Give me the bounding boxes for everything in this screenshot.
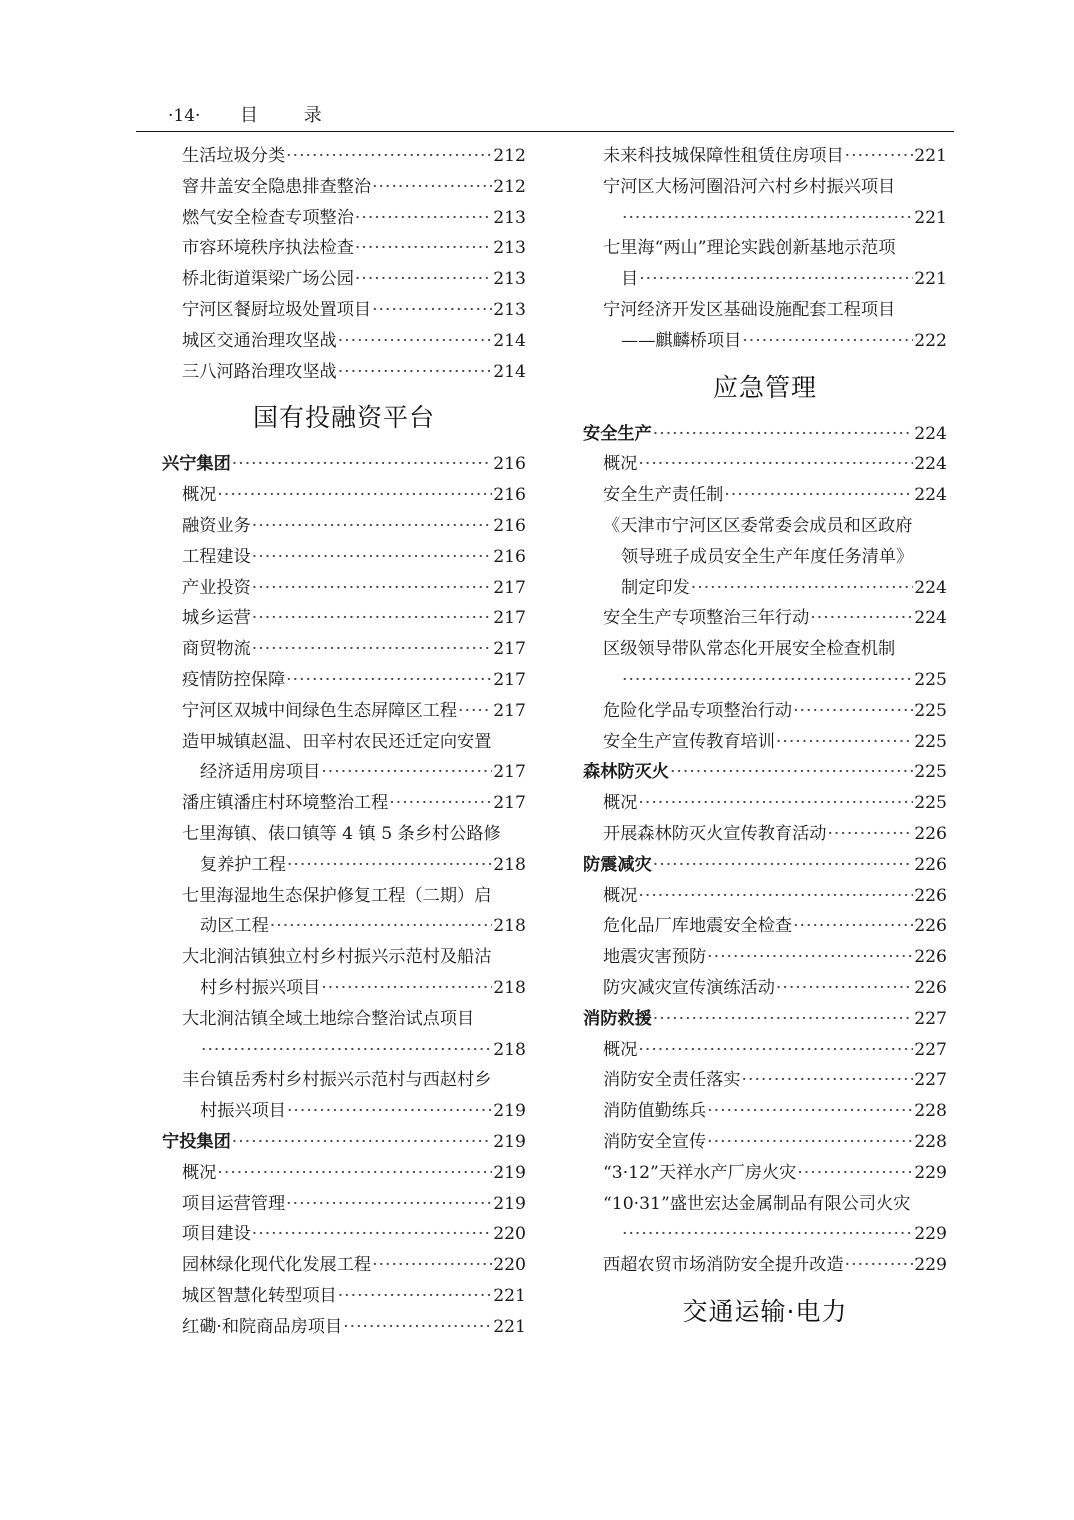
dot-leader xyxy=(810,603,913,634)
toc-page-number: 218 xyxy=(493,854,526,875)
toc-entry-line: 七里海湿地生态保护修复工程（二期）启 xyxy=(182,885,492,906)
toc-entry-title: 兴宁集团 xyxy=(162,454,231,475)
toc-page-number: 224 xyxy=(914,608,947,629)
toc-entry[interactable] xyxy=(162,1189,526,1220)
dot-leader xyxy=(638,1035,913,1066)
toc-page-number: 229 xyxy=(914,1162,947,1183)
toc-entry-title: 市容环境秩序执法检查 xyxy=(182,238,354,259)
toc-entry[interactable] xyxy=(583,788,947,819)
toc-entry[interactable] xyxy=(583,942,947,973)
toc-entry-title: 目 xyxy=(621,269,639,290)
dot-leader xyxy=(252,542,492,573)
toc-entry-title: 消防安全责任落实 xyxy=(603,1070,741,1091)
toc-page-number: 219 xyxy=(493,1131,526,1152)
toc-entry-title: 概况 xyxy=(603,793,638,814)
toc-entry[interactable] xyxy=(162,511,526,542)
toc-entry-title: 西超农贸市场消防安全提升改造 xyxy=(603,1255,844,1276)
toc-entry[interactable] xyxy=(583,881,947,912)
toc-entry[interactable] xyxy=(583,911,947,942)
toc-entry-line: 大北涧沽镇全域土地综合整治试点项目 xyxy=(182,1008,475,1029)
toc-entry-title: 概况 xyxy=(182,485,217,506)
dot-leader xyxy=(827,819,913,850)
toc-entry[interactable] xyxy=(162,1281,526,1312)
dot-leader xyxy=(338,357,492,388)
toc-entry[interactable] xyxy=(162,973,526,1004)
toc-entry-title: 宁河区餐厨垃圾处置项目 xyxy=(182,299,372,320)
toc-page-number: 226 xyxy=(914,916,947,937)
toc-entry[interactable] xyxy=(162,172,526,203)
dot-leader xyxy=(286,141,492,172)
toc-page-number: 226 xyxy=(914,977,947,998)
toc-page-number: 226 xyxy=(914,947,947,968)
dot-leader xyxy=(653,850,913,881)
dot-leader xyxy=(797,1158,913,1189)
dot-leader xyxy=(845,141,914,172)
toc-page-number: 227 xyxy=(914,1039,947,1060)
dot-leader xyxy=(232,449,492,480)
toc-entry-line: 领导班子成员安全生产年度任务清单》 xyxy=(621,546,914,567)
toc-entry-title: 工程建设 xyxy=(182,546,251,567)
toc-entry[interactable] xyxy=(162,634,526,665)
toc-entry[interactable] xyxy=(162,1096,526,1127)
toc-entry[interactable] xyxy=(162,1219,526,1250)
header-title: 目 录 xyxy=(240,105,342,126)
dot-leader xyxy=(691,573,913,604)
toc-entry-title: 商贸物流 xyxy=(182,639,251,660)
toc-entry[interactable] xyxy=(583,973,947,1004)
toc-entry[interactable] xyxy=(162,357,526,388)
dot-leader xyxy=(372,295,492,326)
dot-leader xyxy=(232,1127,492,1158)
toc-entry-line: 丰台镇岳秀村乡村振兴示范村与西赵村乡 xyxy=(182,1070,492,1091)
toc-entry[interactable] xyxy=(583,449,947,480)
toc-entry-line: 宁河经济开发区基础设施配套工程项目 xyxy=(603,299,896,320)
toc-page-number: 216 xyxy=(493,485,526,506)
toc-entry-title: 桥北街道渠梁广场公园 xyxy=(182,269,354,290)
toc-entry-title: 安全生产宣传教育培训 xyxy=(603,731,775,752)
toc-page-number: 221 xyxy=(914,146,947,166)
dot-leader xyxy=(372,172,492,203)
toc-page-number: 218 xyxy=(493,916,526,937)
dot-leader xyxy=(742,1065,914,1096)
toc-entry-title: 红磡·和院商品房项目 xyxy=(182,1316,343,1337)
toc-entry-title: 产业投资 xyxy=(182,577,251,598)
toc-entry-title: 燃气安全检查专项整治 xyxy=(182,207,354,228)
dot-leader xyxy=(389,788,492,819)
toc-entry-title: 危险化学品专项整治行动 xyxy=(603,700,793,721)
toc-page-number: 213 xyxy=(493,207,526,228)
toc-page-number: 217 xyxy=(493,762,526,783)
toc-entry-title: 复养护工程 xyxy=(200,854,286,875)
toc-page-number: 217 xyxy=(493,577,526,598)
dot-leader xyxy=(638,788,913,819)
toc-entry[interactable] xyxy=(583,819,947,850)
toc-entry-line: 区级领导带队常态化开展安全检查机制 xyxy=(603,639,896,660)
dot-leader xyxy=(338,1281,492,1312)
dot-leader xyxy=(653,419,913,450)
dot-leader xyxy=(776,727,913,758)
toc-entry[interactable] xyxy=(162,911,526,942)
dot-leader xyxy=(287,850,492,881)
toc-entry[interactable] xyxy=(162,850,526,881)
toc-entry-title: 动区工程 xyxy=(200,916,269,937)
toc-entry-title: 消防值勤练兵 xyxy=(603,1101,707,1122)
toc-entry-title: “3·12”天祥水产厂房火灾 xyxy=(603,1162,797,1183)
toc-entry[interactable] xyxy=(583,264,947,295)
toc-page-number: 217 xyxy=(493,793,526,814)
dot-leader xyxy=(252,603,492,634)
toc-page-number: 227 xyxy=(914,1008,947,1029)
toc-entry[interactable] xyxy=(583,603,947,634)
toc-page-number: 213 xyxy=(493,269,526,290)
toc-entry[interactable] xyxy=(162,1158,526,1189)
dot-leader xyxy=(707,942,913,973)
toc-entry-title: 疫情防控保障 xyxy=(182,669,286,690)
dot-leader xyxy=(321,757,492,788)
toc-entry-title: 窨井盖安全隐患排查整治 xyxy=(182,176,372,197)
toc-entry[interactable] xyxy=(583,480,947,511)
toc-page-number: 213 xyxy=(493,238,526,259)
toc-page-number: 216 xyxy=(493,546,526,567)
dot-leader xyxy=(793,696,913,727)
toc-page-number: 217 xyxy=(493,608,526,629)
toc-category[interactable] xyxy=(583,1004,947,1035)
page-number: ·14· xyxy=(168,106,201,126)
toc-category[interactable] xyxy=(162,449,526,480)
toc-entry[interactable] xyxy=(162,203,526,234)
toc-page-number: 226 xyxy=(914,823,947,844)
toc-page-number: 224 xyxy=(914,577,947,598)
toc-category[interactable] xyxy=(583,757,947,788)
toc-page-number: 219 xyxy=(493,1101,526,1122)
toc-page-number: 214 xyxy=(493,361,526,382)
dot-leader xyxy=(845,1250,914,1281)
dot-leader xyxy=(638,449,913,480)
toc-page-number: 222 xyxy=(914,330,947,351)
toc-entry-title: 融资业务 xyxy=(182,515,251,536)
toc-page-number: 216 xyxy=(493,515,526,536)
dot-leader xyxy=(217,1158,492,1189)
toc-page-number: 217 xyxy=(493,639,526,660)
toc-entry-line: “10·31”盛世宏达金属制品有限公司火灾 xyxy=(603,1193,911,1214)
toc-entry-title: 开展森林防灭火宣传教育活动 xyxy=(603,823,827,844)
dot-leader xyxy=(639,264,913,295)
toc-entry-title: 消防救援 xyxy=(583,1008,652,1029)
toc-page-number: 228 xyxy=(914,1131,947,1152)
toc-entry-title: 概况 xyxy=(603,885,638,906)
toc-entry-title: 安全生产责任制 xyxy=(603,485,724,506)
toc-entry-title: 城区交通治理攻坚战 xyxy=(182,330,337,351)
toc-page-number: 214 xyxy=(493,330,526,351)
toc-page-number: 224 xyxy=(914,423,947,444)
left-column xyxy=(162,141,526,1342)
toc-entry-title: 危化品厂库地震安全检查 xyxy=(603,916,793,937)
toc-page-number: 216 xyxy=(493,454,526,475)
dot-leader xyxy=(622,665,913,696)
dot-leader xyxy=(286,665,492,696)
dot-leader xyxy=(252,634,492,665)
dot-leader xyxy=(458,696,492,727)
toc-entry-title: 制定印发 xyxy=(621,577,690,598)
dot-leader xyxy=(338,326,492,357)
toc-entry-line: 大北涧沽镇独立村乡村振兴示范村及船沽 xyxy=(182,947,492,968)
toc-entry-title: 村乡村振兴项目 xyxy=(200,977,321,998)
section-heading: 交通运输·电力 xyxy=(682,1296,848,1326)
toc-entry[interactable] xyxy=(583,203,947,234)
toc-entry[interactable] xyxy=(162,696,526,727)
toc-page-number: 228 xyxy=(914,1101,947,1122)
toc-page-number: 220 xyxy=(493,1224,526,1245)
toc-entry-line: 七里海镇、俵口镇等 4 镇 5 条乡村公路修 xyxy=(182,823,501,844)
dot-leader xyxy=(776,973,913,1004)
toc-page-number: 219 xyxy=(493,1193,526,1214)
toc-page-number: 221 xyxy=(914,207,947,228)
toc-entry-title: ——麒麟桥项目 xyxy=(621,330,742,351)
toc-entry[interactable] xyxy=(583,1219,947,1250)
toc-entry-line: 宁河区大杨河圈沿河六村乡村振兴项目 xyxy=(603,176,896,197)
toc-entry-title: 防震减灾 xyxy=(583,854,652,875)
toc-entry[interactable] xyxy=(583,1065,947,1096)
toc-entry[interactable] xyxy=(162,542,526,573)
dot-leader xyxy=(355,233,492,264)
toc-page-number: 221 xyxy=(914,269,947,290)
dot-leader xyxy=(670,757,913,788)
toc-entry[interactable] xyxy=(583,141,947,172)
toc-entry-title: 潘庄镇潘庄村环境整治工程 xyxy=(182,793,389,814)
toc-entry[interactable] xyxy=(162,1250,526,1281)
toc-entry[interactable] xyxy=(583,326,947,357)
toc-entry-title: 概况 xyxy=(182,1162,217,1183)
dot-leader xyxy=(638,881,913,912)
toc-category[interactable] xyxy=(162,1127,526,1158)
toc-entry-title: 地震灾害预防 xyxy=(603,947,707,968)
toc-page-number: 212 xyxy=(493,146,526,166)
toc-page-number: 225 xyxy=(914,793,947,814)
toc-entry-title: 项目运营管理 xyxy=(182,1193,286,1214)
toc-page-number: 217 xyxy=(493,669,526,690)
toc-entry[interactable] xyxy=(162,1035,526,1066)
toc-entry[interactable] xyxy=(162,665,526,696)
toc-entry[interactable] xyxy=(162,480,526,511)
toc-page-number: 220 xyxy=(493,1255,526,1276)
toc-entry-line: 《天津市宁河区区委常委会成员和区政府 xyxy=(603,515,913,536)
dot-leader xyxy=(286,1189,492,1220)
toc-entry[interactable] xyxy=(583,665,947,696)
toc-entry[interactable] xyxy=(162,326,526,357)
toc-page-number: 229 xyxy=(914,1224,947,1245)
toc-entry[interactable] xyxy=(162,573,526,604)
toc-page-number: 224 xyxy=(914,485,947,506)
toc-page-number: 226 xyxy=(914,854,947,875)
toc-category[interactable] xyxy=(583,850,947,881)
toc-page-number: 225 xyxy=(914,700,947,721)
toc-entry[interactable] xyxy=(162,141,526,172)
toc-entry[interactable] xyxy=(162,1312,526,1343)
toc-entry-title: 未来科技城保障性租赁住房项目 xyxy=(603,146,844,166)
toc-page-number: 213 xyxy=(493,299,526,320)
dot-leader xyxy=(343,1312,492,1343)
dot-leader xyxy=(355,264,492,295)
toc-entry-title: 经济适用房项目 xyxy=(200,762,321,783)
toc-entry[interactable] xyxy=(583,1035,947,1066)
toc-entry[interactable] xyxy=(583,1250,947,1281)
toc-page-number: 212 xyxy=(493,176,526,197)
toc-entry-line: 七里海“两山”理论实践创新基地示范项 xyxy=(603,238,896,259)
dot-leader xyxy=(217,480,492,511)
dot-leader xyxy=(252,573,492,604)
toc-entry[interactable] xyxy=(162,233,526,264)
toc-entry-title: 村振兴项目 xyxy=(200,1101,286,1122)
dot-leader xyxy=(355,203,492,234)
toc-entry-title: 消防安全宣传 xyxy=(603,1131,707,1152)
toc-page-number: 225 xyxy=(914,669,947,690)
header-rule xyxy=(136,131,954,132)
dot-leader xyxy=(372,1250,492,1281)
section-heading: 国有投融资平台 xyxy=(252,403,435,433)
dot-leader xyxy=(321,973,492,1004)
toc-entry[interactable] xyxy=(583,1096,947,1127)
toc-entry[interactable] xyxy=(583,727,947,758)
toc-entry-title: 概况 xyxy=(603,1039,638,1060)
dot-leader xyxy=(653,1004,913,1035)
page-header xyxy=(136,104,954,132)
toc-entry[interactable] xyxy=(162,295,526,326)
toc-entry-title: 三八河路治理攻坚战 xyxy=(182,361,337,382)
toc-category[interactable] xyxy=(583,419,947,450)
dot-leader xyxy=(724,480,913,511)
dot-leader xyxy=(252,1219,492,1250)
toc-page-number: 229 xyxy=(914,1255,947,1276)
toc-page-number: 218 xyxy=(493,1039,526,1060)
toc-page-number: 217 xyxy=(493,700,526,721)
toc-page-number: 226 xyxy=(914,885,947,906)
toc-entry-title: 项目建设 xyxy=(182,1224,251,1245)
toc-page-number: 224 xyxy=(914,454,947,475)
toc-page-number: 219 xyxy=(493,1162,526,1183)
toc-page-number: 225 xyxy=(914,762,947,783)
toc-entry-title: 城区智慧化转型项目 xyxy=(182,1285,337,1306)
toc-entry[interactable] xyxy=(162,788,526,819)
dot-leader xyxy=(707,1127,913,1158)
toc-entry[interactable] xyxy=(162,264,526,295)
toc-entry-title: 宁投集团 xyxy=(162,1131,231,1152)
toc-entry-title: 森林防灭火 xyxy=(583,762,669,783)
toc-entry[interactable] xyxy=(162,603,526,634)
toc-entry-title: 宁河区双城中间绿色生态屏障区工程 xyxy=(182,700,458,721)
dot-leader xyxy=(622,203,913,234)
toc-entry-title: 概况 xyxy=(603,454,638,475)
toc-entry[interactable] xyxy=(583,573,947,604)
toc-entry-title: 防灾减灾宣传演练活动 xyxy=(603,977,775,998)
toc-entry[interactable] xyxy=(162,757,526,788)
dot-leader xyxy=(793,911,913,942)
toc-entry-line: 造甲城镇赵温、田辛村农民还迁定向安置 xyxy=(182,731,492,752)
toc-page-number: 218 xyxy=(493,977,526,998)
toc-entry[interactable] xyxy=(583,696,947,727)
dot-leader xyxy=(742,326,913,357)
dot-leader xyxy=(622,1219,913,1250)
right-column xyxy=(583,141,947,1343)
toc-entry-title: 城乡运营 xyxy=(182,608,251,629)
dot-leader xyxy=(252,511,492,542)
dot-leader xyxy=(707,1096,913,1127)
toc-page-number: 221 xyxy=(493,1316,526,1337)
dot-leader xyxy=(201,1035,492,1066)
section-heading: 应急管理 xyxy=(712,372,817,402)
dot-leader xyxy=(287,1096,492,1127)
toc-entry-title: 安全生产 xyxy=(583,423,652,444)
toc-entry-title: 生活垃圾分类 xyxy=(182,146,286,166)
toc-page-number: 221 xyxy=(493,1285,526,1306)
toc-entry[interactable] xyxy=(583,1127,947,1158)
toc-page-number: 227 xyxy=(914,1070,947,1091)
dot-leader xyxy=(270,911,492,942)
toc-entry[interactable] xyxy=(583,1158,947,1189)
toc-page-number: 225 xyxy=(914,731,947,752)
toc-entry-title: 园林绿化现代化发展工程 xyxy=(182,1255,372,1276)
toc-entry-title: 安全生产专项整治三年行动 xyxy=(603,608,810,629)
